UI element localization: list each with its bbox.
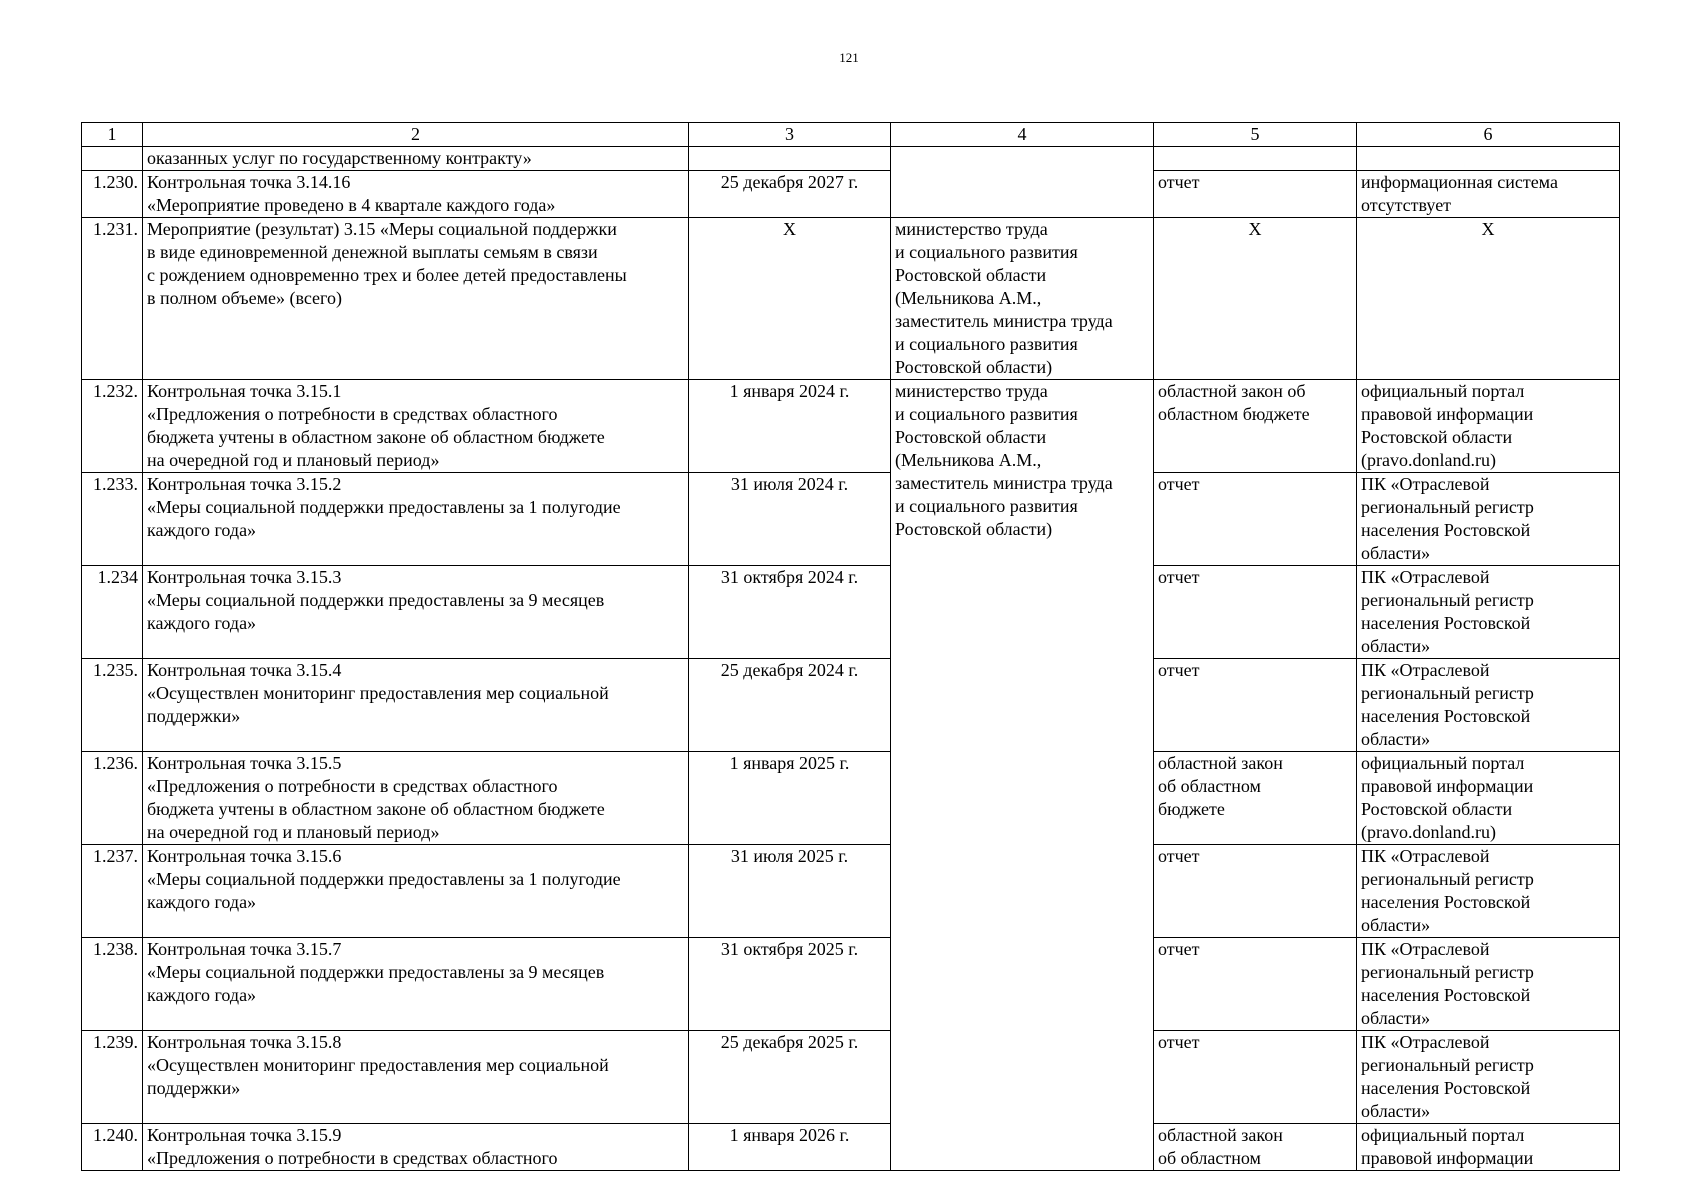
document-cell: отчет bbox=[1154, 659, 1357, 752]
date-cell: 1 января 2024 г. bbox=[689, 380, 891, 473]
description-cell: Контрольная точка 3.15.5 «Предложения о потребности в средствах областного бюджета учтены в областном законе об областном бюджете на очередной год и плановый период» bbox=[143, 752, 689, 845]
description-cell: оказанных услуг по государственному контракту» bbox=[143, 147, 689, 171]
table-row bbox=[82, 938, 1620, 1031]
description-cell: Контрольная точка 3.15.6 «Меры социальной поддержки предоставлены за 1 полугодие каждого года» bbox=[143, 845, 689, 938]
plan-table bbox=[81, 122, 1620, 1171]
row-number-cell: 1.234 bbox=[82, 566, 143, 659]
table-row bbox=[82, 171, 1620, 218]
table-row bbox=[82, 380, 1620, 473]
row-number-cell: 1.235. bbox=[82, 659, 143, 752]
column-header-4: 4 bbox=[891, 123, 1154, 147]
date-cell: 31 октября 2025 г. bbox=[689, 938, 891, 1031]
row-number-cell: 1.237. bbox=[82, 845, 143, 938]
table-row bbox=[82, 845, 1620, 938]
source-cell: информационная система отсутствует bbox=[1357, 171, 1620, 218]
table-row bbox=[82, 659, 1620, 752]
date-cell: 31 июля 2025 г. bbox=[689, 845, 891, 938]
document-cell: областной закон об областном бюджете bbox=[1154, 380, 1357, 473]
column-header-6: 6 bbox=[1357, 123, 1620, 147]
row-number-cell: 1.230. bbox=[82, 171, 143, 218]
description-cell: Контрольная точка 3.15.7 «Меры социальной поддержки предоставлены за 9 месяцев каждого года» bbox=[143, 938, 689, 1031]
source-cell bbox=[1357, 147, 1620, 171]
date-cell: 1 января 2026 г. bbox=[689, 1124, 891, 1171]
column-header-2: 2 bbox=[143, 123, 689, 147]
document-cell bbox=[1154, 147, 1357, 171]
source-cell: ПК «Отраслевой региональный регистр населения Ростовской области» bbox=[1357, 566, 1620, 659]
date-cell: 31 июля 2024 г. bbox=[689, 473, 891, 566]
description-cell: Контрольная точка 3.15.3 «Меры социальной поддержки предоставлены за 9 месяцев каждого года» bbox=[143, 566, 689, 659]
document-cell: отчет bbox=[1154, 171, 1357, 218]
row-number-cell: 1.231. bbox=[82, 218, 143, 380]
source-cell: ПК «Отраслевой региональный регистр населения Ростовской области» bbox=[1357, 1031, 1620, 1124]
table-row bbox=[82, 218, 1620, 380]
description-cell: Контрольная точка 3.14.16 «Мероприятие проведено в 4 квартале каждого года» bbox=[143, 171, 689, 218]
description-cell: Контрольная точка 3.15.1 «Предложения о потребности в средствах областного бюджета учтены в областном законе об областном бюджете на очередной год и плановый период» bbox=[143, 380, 689, 473]
row-number-cell: 1.239. bbox=[82, 1031, 143, 1124]
column-number-row bbox=[82, 123, 1620, 147]
row-number-cell bbox=[82, 147, 143, 171]
responsible-cell: министерство труда и социального развития Ростовской области (Мельникова А.М., заместитель министра труда и социального развития Ростовской области) bbox=[891, 218, 1154, 380]
date-cell bbox=[689, 147, 891, 171]
description-cell: Контрольная точка 3.15.8 «Осуществлен мониторинг предоставления мер социальной поддержки» bbox=[143, 1031, 689, 1124]
responsible-cell: министерство труда и социального развития Ростовской области (Мельникова А.М., заместитель министра труда и социального развития Ростовской области) bbox=[891, 380, 1154, 1171]
page-number: 121 bbox=[839, 50, 859, 65]
description-cell: Контрольная точка 3.15.4 «Осуществлен мониторинг предоставления мер социальной поддержки» bbox=[143, 659, 689, 752]
column-header-1: 1 bbox=[82, 123, 143, 147]
date-cell: 1 января 2025 г. bbox=[689, 752, 891, 845]
column-header-5: 5 bbox=[1154, 123, 1357, 147]
source-cell: ПК «Отраслевой региональный регистр населения Ростовской области» bbox=[1357, 845, 1620, 938]
date-cell: 25 декабря 2027 г. bbox=[689, 171, 891, 218]
responsible-cell bbox=[891, 147, 1154, 218]
source-cell: официальный портал правовой информации Ростовской области (pravo.donland.ru) bbox=[1357, 752, 1620, 845]
table-row bbox=[82, 473, 1620, 566]
table-row bbox=[82, 1124, 1620, 1171]
row-number-cell: 1.232. bbox=[82, 380, 143, 473]
row-number-cell: 1.236. bbox=[82, 752, 143, 845]
document-cell: областной закон об областном bbox=[1154, 1124, 1357, 1171]
document-cell: областной закон об областном бюджете bbox=[1154, 752, 1357, 845]
row-number-cell: 1.238. bbox=[82, 938, 143, 1031]
date-cell: 25 декабря 2025 г. bbox=[689, 1031, 891, 1124]
source-cell: официальный портал правовой информации bbox=[1357, 1124, 1620, 1171]
description-cell: Мероприятие (результат) 3.15 «Меры социальной поддержки в виде единовременной денежной выплаты семьям в связи с рождением одновременно трех и более детей предоставлены в полном объеме» (всего) bbox=[143, 218, 689, 380]
row-number-cell: 1.240. bbox=[82, 1124, 143, 1171]
document-cell: отчет bbox=[1154, 566, 1357, 659]
date-cell: 25 декабря 2024 г. bbox=[689, 659, 891, 752]
description-cell: Контрольная точка 3.15.2 «Меры социальной поддержки предоставлены за 1 полугодие каждого года» bbox=[143, 473, 689, 566]
description-cell: Контрольная точка 3.15.9 «Предложения о потребности в средствах областного bbox=[143, 1124, 689, 1171]
column-header-3: 3 bbox=[689, 123, 891, 147]
document-cell: отчет bbox=[1154, 938, 1357, 1031]
source-cell: ПК «Отраслевой региональный регистр населения Ростовской области» bbox=[1357, 659, 1620, 752]
row-number-cell: 1.233. bbox=[82, 473, 143, 566]
date-cell: X bbox=[689, 218, 891, 380]
table-row bbox=[82, 566, 1620, 659]
document-cell: отчет bbox=[1154, 473, 1357, 566]
document-cell: отчет bbox=[1154, 1031, 1357, 1124]
date-cell: 31 октября 2024 г. bbox=[689, 566, 891, 659]
document-cell: отчет bbox=[1154, 845, 1357, 938]
table-row bbox=[82, 752, 1620, 845]
source-cell: официальный портал правовой информации Ростовской области (pravo.donland.ru) bbox=[1357, 380, 1620, 473]
source-cell: ПК «Отраслевой региональный регистр населения Ростовской области» bbox=[1357, 938, 1620, 1031]
table-row bbox=[82, 1031, 1620, 1124]
document-cell: X bbox=[1154, 218, 1357, 380]
source-cell: ПК «Отраслевой региональный регистр населения Ростовской области» bbox=[1357, 473, 1620, 566]
table-row bbox=[82, 147, 1620, 171]
source-cell: X bbox=[1357, 218, 1620, 380]
